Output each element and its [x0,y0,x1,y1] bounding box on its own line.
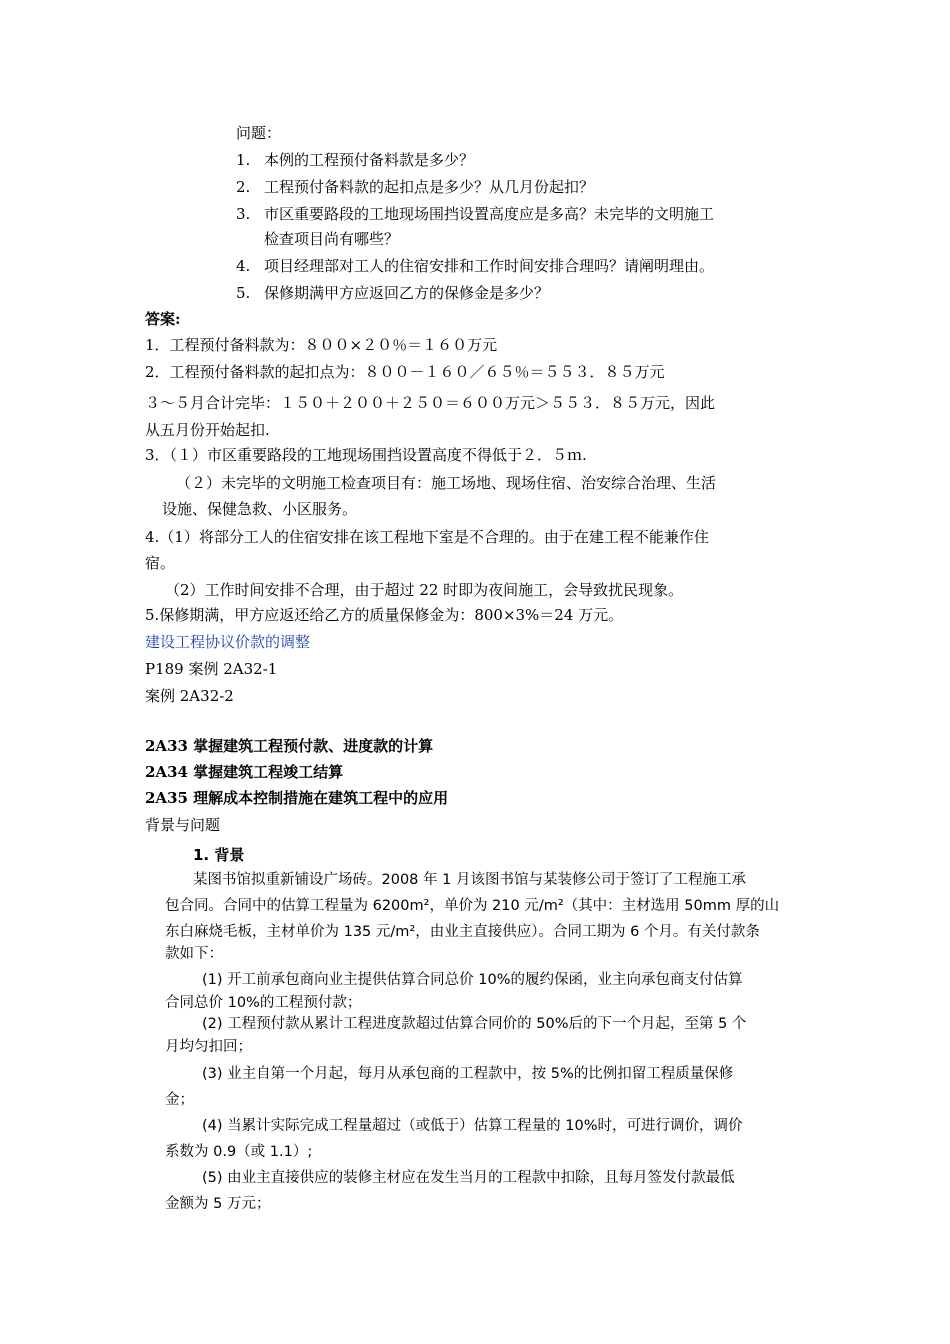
answer-line: 5.保修期满，甲方应返还给乙方的质量保修金为：800×3%＝24 万元。 [145,606,624,624]
answers-heading: 答案: [145,310,181,328]
question-text: 本例的工程预付备料款是多少？ [264,151,475,169]
background-line: 包合同。合同中的估算工程量为 6200m²，单价为 210 元/m²（其中：主材选用 50mm 厚的山 [165,898,780,914]
price-adjustment-link[interactable]: 建设工程协议价款的调整 [145,633,311,651]
question-text: 市区重要路段的工地现场围挡设置高度应是多高？未完毕的文明施工 [264,205,715,223]
background-line: 系数为 0.9（或 1.1）; [165,1144,313,1160]
answer-line: 3．（１）市区重要路段的工地现场围挡设置高度不得低于２．５ｍ. [145,446,587,464]
question-text: 检查项目尚有哪些？ [264,230,400,248]
questions-heading: 问题： [236,124,282,142]
question-number: 4. [236,257,251,275]
question-number: 2. [236,178,251,196]
question-number: 5. [236,284,251,302]
case-reference: P189 案例 2A32-1 [145,660,278,678]
background-and-questions-label: 背景与问题 [145,816,221,834]
background-line: 金； [165,1092,194,1108]
answer-line: 2．工程预付备料款的起扣点为：８００－１６０／６５％＝５５３．８５万元 [145,363,665,381]
section-heading: 2A35 理解成本控制措施在建筑工程中的应用 [145,789,449,807]
background-line: (1) 开工前承包商向业主提供估算合同总价 10%的履约保函，业主向承包商支付估算 [202,972,743,988]
background-title: 1. 背景 [193,846,245,864]
background-line: (3) 业主自第一个月起，每月从承包商的工程款中，按 5%的比例扣留工程质量保修 [202,1066,734,1082]
answer-line: 1．工程预付备料款为：８００×２０％＝１６０万元 [145,336,498,354]
answer-line: 从五月份开始起扣. [145,421,270,439]
background-line: 款如下： [165,946,223,962]
question-text: 项目经理部对工人的住宿安排和工作时间安排合理吗？请阐明理由。 [264,257,715,275]
question-number: 3. [236,205,251,223]
section-heading: 2A34 掌握建筑工程竣工结算 [145,763,344,781]
section-heading: 2A33 掌握建筑工程预付款、进度款的计算 [145,737,434,755]
answer-line: 宿。 [145,554,176,572]
question-text: 保修期满甲方应返回乙方的保修金是多少？ [264,284,550,302]
background-line: (5) 由业主直接供应的装修主材应在发生当月的工程款中扣除，且每月签发付款最低 [202,1170,735,1186]
question-number: 1. [236,151,251,169]
answer-line: 设施、保健急救、小区服务。 [162,500,358,518]
answer-line: （2）工作时间安排不合理，由于超过 22 时即为夜间施工，会导致扰民现象。 [165,581,684,599]
background-line: (2) 工程预付款从累计工程进度款超过估算合同价的 50%后的下一个月起，至第 5 个 [202,1016,747,1032]
background-line: 月均匀扣回； [165,1039,252,1055]
answer-line: 4.（1）将部分工人的住宿安排在该工程地下室是不合理的。由于在建工程不能兼作住 [145,528,709,546]
answer-line: ３～５月合计完毕：１５０＋２００＋２５０＝６００万元＞５５３．８５万元，因此 [145,394,716,412]
answer-line: （２）未完毕的文明施工检查项目有：施工场地、现场住宿、治安综合治理、生活 [176,474,717,492]
case-reference: 案例 2A32-2 [145,687,234,705]
background-line: 东白麻烧毛板，主材单价为 135 元/m²，由业主直接供应）。合同工期为 6 个月。有关付款条 [165,924,760,940]
background-line: 某图书馆拟重新铺设广场砖。2008 年 1 月该图书馆与某装修公司于签订了工程施工承 [193,872,746,888]
background-line: 金额为 5 万元； [165,1196,271,1212]
question-text: 工程预付备料款的起扣点是多少？从几月份起扣？ [264,178,595,196]
background-line: 合同总价 10%的工程预付款； [165,995,362,1011]
background-line: (4) 当累计实际完成工程量超过（或低于）估算工程量的 10%时，可进行调价，调价 [202,1118,743,1134]
